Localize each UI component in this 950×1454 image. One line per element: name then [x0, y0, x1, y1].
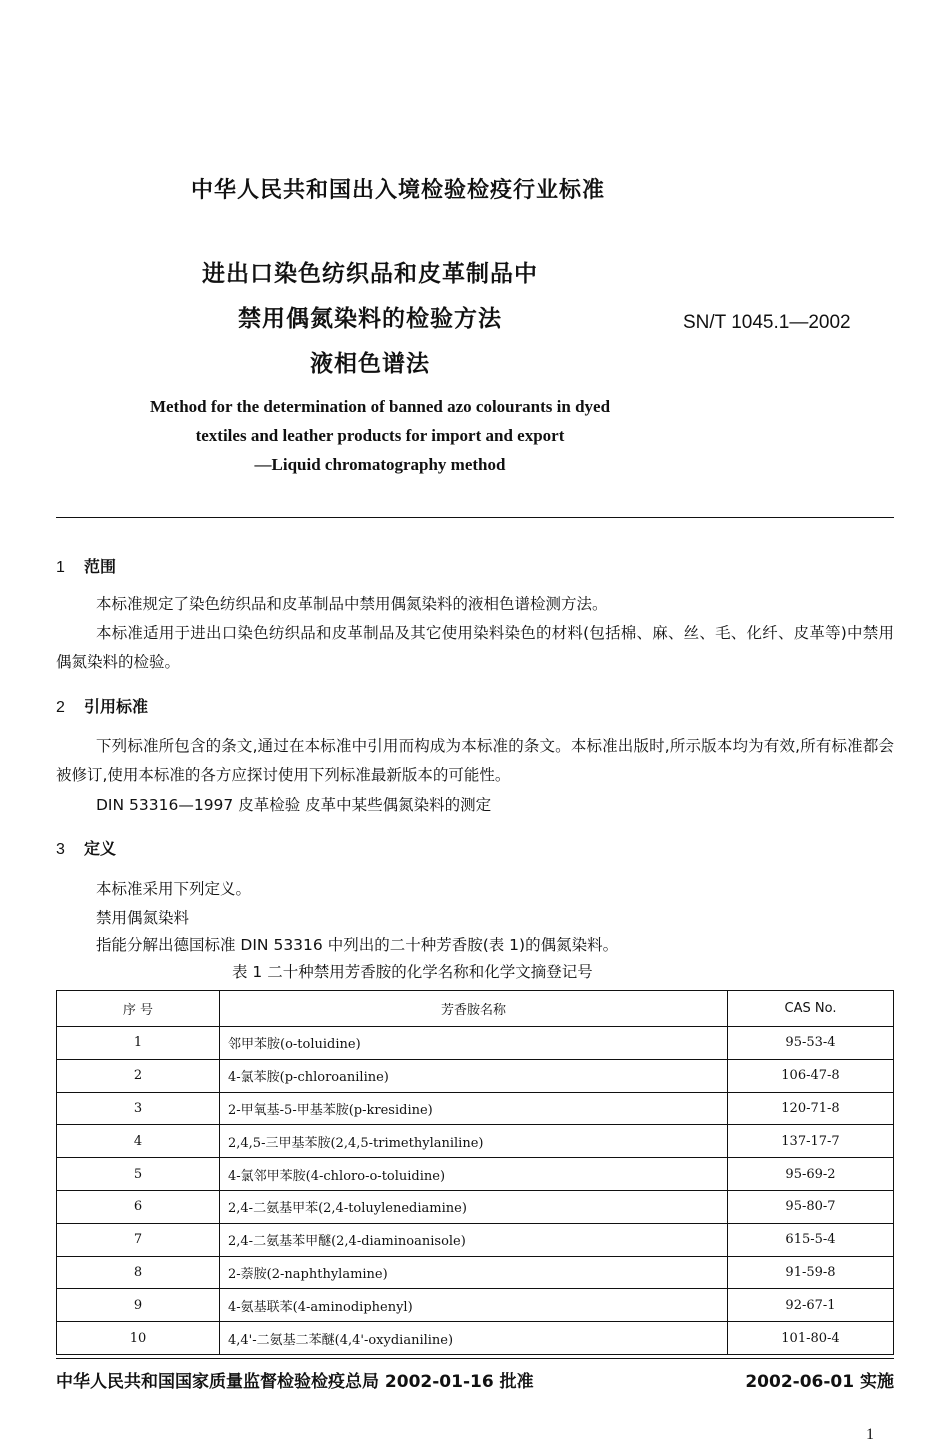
section-title: 定义: [84, 839, 117, 858]
table-row: [57, 1059, 894, 1092]
section-3-heading: [56, 836, 116, 859]
normative-reference: DIN 53316—1997 皮革检验 皮革中某些偶氮染料的测定: [96, 796, 492, 814]
cell-name: 4-氯邻甲苯胺(4-chloro-o-toluidine): [220, 1158, 728, 1191]
english-title: [60, 392, 700, 479]
cell-cas: 91-59-8: [728, 1256, 894, 1289]
cell-cas: 615-5-4: [728, 1223, 894, 1256]
cell-name: 2,4-二氨基苯甲醚(2,4-diaminoanisole): [220, 1223, 728, 1256]
standard-code: SN/T 1045.1—2002: [683, 312, 851, 333]
cell-cas: 95-69-2: [728, 1158, 894, 1191]
section-number: 3: [56, 841, 65, 858]
cell-cas: 106-47-8: [728, 1059, 894, 1092]
cell-cas: 95-80-7: [728, 1190, 894, 1223]
column-header-number: 序 号: [57, 991, 220, 1027]
table-header-row: [57, 991, 894, 1027]
section-title: 范围: [84, 557, 117, 576]
title-line: 禁用偶氮染料的检验方法: [238, 306, 502, 332]
cell-number: 10: [57, 1322, 220, 1355]
section-2-paragraph: 下列标准所包含的条文,通过在本标准中引用而构成为本标准的条文。本标准出版时,所示版本均为有效,所有标准都会被修订,使用本标准的各方应探讨使用下列标准最新版本的可能性。: [56, 737, 894, 784]
cell-cas: 137-17-7: [728, 1125, 894, 1158]
section-number: 2: [56, 699, 65, 716]
section-1-heading: [56, 554, 116, 577]
column-header-name: 芳香胺名称: [220, 991, 728, 1027]
column-header-cas: CAS No.: [728, 991, 894, 1027]
cell-number: 9: [57, 1289, 220, 1322]
document-title: [120, 252, 620, 387]
cell-number: 2: [57, 1059, 220, 1092]
cell-cas: 95-53-4: [728, 1027, 894, 1060]
cell-name: 4-氨基联苯(4-aminodiphenyl): [220, 1289, 728, 1322]
english-title-line: textiles and leather products for import and export: [195, 426, 565, 445]
cell-number: 6: [57, 1190, 220, 1223]
table-row: [57, 1289, 894, 1322]
table-row: [57, 1322, 894, 1355]
issuing-body-heading: 中华人民共和国出入境检验检疫行业标准: [190, 178, 605, 203]
cell-name: 4-氯苯胺(p-chloroaniline): [220, 1059, 728, 1092]
definition-text: 指能分解出德国标准 DIN 53316 中列出的二十种芳香胺(表 1)的偶氮染料。: [96, 936, 619, 954]
cell-name: 2,4-二氨基甲苯(2,4-toluylenediamine): [220, 1190, 728, 1223]
implementation-date: 2002-06-01 实施: [745, 1372, 894, 1392]
cell-number: 7: [57, 1223, 220, 1256]
title-line: 进出口染色纺织品和皮革制品中: [202, 261, 538, 287]
cell-cas: 120-71-8: [728, 1092, 894, 1125]
aromatic-amines-table: [56, 990, 894, 1355]
definition-intro: 本标准采用下列定义。: [96, 880, 252, 898]
title-line: 液相色谱法: [310, 351, 430, 377]
cell-number: 4: [57, 1125, 220, 1158]
cell-number: 8: [57, 1256, 220, 1289]
cell-name: 2-萘胺(2-naphthylamine): [220, 1256, 728, 1289]
footer-divider: [56, 1354, 894, 1355]
section-1-paragraph: 本标准适用于进出口染色纺织品和皮革制品及其它使用染料染色的材料(包括棉、麻、丝、毛、化纤、皮革等)中禁用偶氮染料的检验。: [56, 624, 894, 671]
cell-cas: 101-80-4: [728, 1322, 894, 1355]
english-title-line: —Liquid chromatography method: [254, 455, 506, 474]
cell-name: 2,4,5-三甲基苯胺(2,4,5-trimethylaniline): [220, 1125, 728, 1158]
cell-name: 4,4'-二氨基二苯醚(4,4'-oxydianiline): [220, 1322, 728, 1355]
approval-statement: 中华人民共和国国家质量监督检验检疫总局 2002-01-16 批准: [56, 1372, 534, 1392]
footer-divider-second: [56, 1358, 894, 1359]
cell-number: 3: [57, 1092, 220, 1125]
table-row: [57, 1125, 894, 1158]
section-title: 引用标准: [84, 697, 149, 716]
table-caption: 表 1 二十种禁用芳香胺的化学名称和化学文摘登记号: [232, 963, 593, 981]
table-row: [57, 1223, 894, 1256]
table-row: [57, 1027, 894, 1060]
section-2-heading: [56, 694, 148, 717]
table-row: [57, 1158, 894, 1191]
cell-name: 2-甲氧基-5-甲基苯胺(p-kresidine): [220, 1092, 728, 1125]
english-title-line: Method for the determination of banned azo colourants in dyed: [149, 397, 611, 416]
table-row: [57, 1256, 894, 1289]
definition-term: 禁用偶氮染料: [96, 909, 190, 927]
cell-number: 5: [57, 1158, 220, 1191]
section-1-paragraph: 本标准规定了染色纺织品和皮革制品中禁用偶氮染料的液相色谱检测方法。: [96, 595, 608, 613]
table-row: [57, 1190, 894, 1223]
section-number: 1: [56, 559, 65, 576]
cell-number: 1: [57, 1027, 220, 1060]
page-number: 1: [866, 1426, 874, 1443]
header-divider: [56, 517, 894, 518]
table-row: [57, 1092, 894, 1125]
cell-name: 邻甲苯胺(o-toluidine): [220, 1027, 728, 1060]
cell-cas: 92-67-1: [728, 1289, 894, 1322]
